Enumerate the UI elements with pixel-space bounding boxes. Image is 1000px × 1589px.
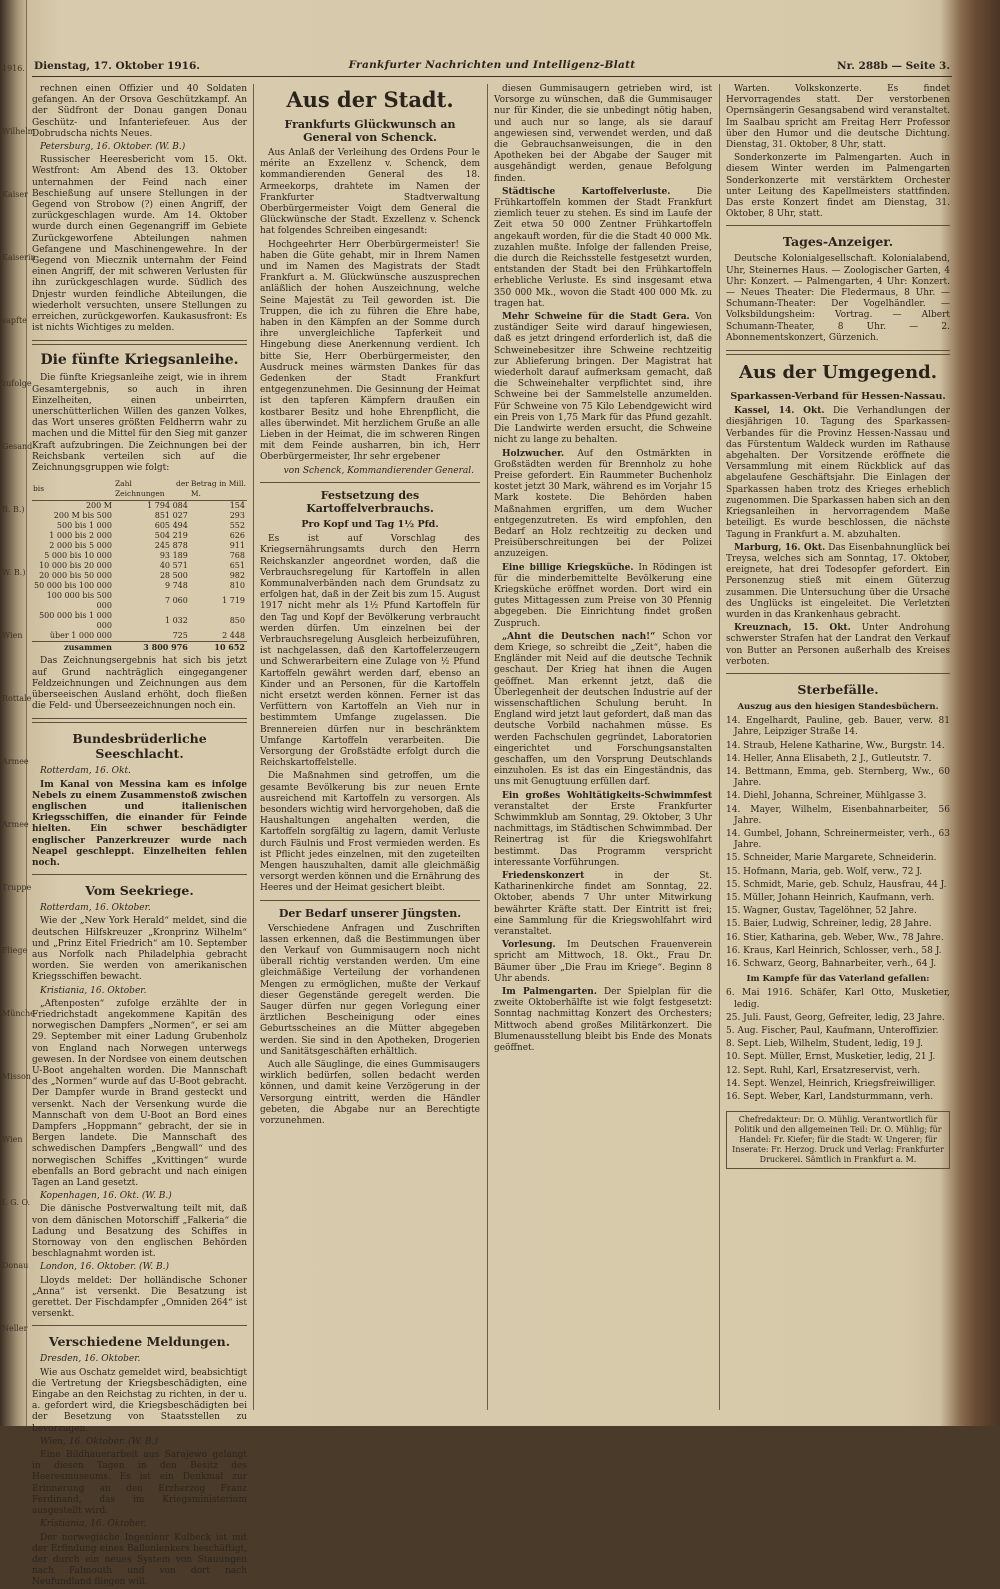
swim-title: Ein großes Wohltätigkeits-Schwimmfest [502, 790, 712, 801]
fallen-entry: 8. Sept. Lieb, Wilhelm, Student, ledig, 19 J. [726, 1039, 924, 1050]
loan-cell-count: 28 500 [159, 571, 188, 581]
region-article-3 [726, 623, 950, 668]
loan-cell-range: 5 000 bis 10 000 [44, 551, 112, 561]
prev-page-fragment: Neller [2, 1324, 28, 1333]
germans-article [494, 632, 712, 789]
loan-total-label: zusammen [32, 642, 114, 653]
loan-table-row [32, 581, 247, 591]
loan-th-count: Zahl der Zeichnungen [114, 478, 190, 501]
divider [260, 900, 480, 901]
loan-cell-range: 500 000 bis 1 000 000 [39, 611, 112, 631]
prev-page-fragment: Armee [2, 757, 29, 766]
wood-article [494, 449, 712, 561]
loan-cell-amount: 626 [229, 531, 245, 541]
congrats-intro: Aus Anlaß der Verleihung des Ordens Pour le mérite an Exzellenz v. Schenck, dem kommandierenden General des 18. Armeekorps, drahtete im Namen der Frankfurter Stadtverwaltung Oberbürgermeister Voigt dem General die Glückwünsche der Stadt. Exzellenz v. Schenck hat folgendes Schreiben eingesandt: [260, 148, 480, 237]
region-title: Aus der Umgegend. [739, 362, 937, 384]
loan-table-row [32, 521, 247, 531]
column-2 [260, 84, 480, 1410]
prev-page-fragment: Truppe [2, 883, 32, 892]
region-subtitle: Sparkassen-Verband für Hessen-Nassau. [730, 391, 946, 403]
prev-page-fragment: Misson [2, 1072, 31, 1081]
prev-page-fragment: Münche [2, 1009, 35, 1018]
kitchen-article [494, 563, 712, 630]
prev-page-fragment: I. G. O. [2, 1198, 31, 1207]
column-rule [487, 84, 488, 1410]
prev-page-fragment: Gesand [2, 442, 33, 451]
previous-page-edge [0, 0, 36, 1426]
divider [726, 350, 950, 355]
death-entry: 14. Engelhardt, Pauline, geb. Bauer, verw. 81 Jahre, Leipziger Straße 14. [726, 716, 950, 738]
death-entry: 16. Schwarz, Georg, Bahnarbeiter, verh., 64 J. [726, 959, 937, 969]
pigs-article [494, 312, 712, 446]
concert-text: in der St. Katharinenkirche findet am Sonntag, 22. Oktober, abends 7 Uhr unter Mitwirkung bewährter Kräfte statt. Der Eintritt ist frei; eine Sammlung für die Kriegswohlfahrt wird veranstaltet. [494, 871, 712, 938]
loan-cell-amount: 850 [229, 616, 245, 626]
divider [726, 225, 950, 226]
loan-cell-range: 200 M bis 500 [53, 511, 112, 521]
loan-cell-amount: 293 [229, 511, 245, 521]
death-entry: 15. Schmidt, Marie, geb. Schulz, Hausfrau, 44 J. [726, 879, 947, 890]
prev-page-fragment: W. B.) [2, 568, 26, 577]
loss-text: Die Frühkartoffeln kommen der Stadt Frankfurt ziemlich teuer zu stehen. Es sind im Laufe der Zeit etwa 50 000 Zentner Frühkartoffeln angekauft worden, für die die Stadt 40 000 Mk. zuzahlen mußte. Infolge der fallenden Preise, die durch die Reichsstelle festgesetzt wurden, entstanden der Stadt bei den Frühkartoffeln erhebliche Verluste. Es sind insgesamt etwa 350 000 Mk., wovon die Stadt 400 000 Mk. zu tragen hat. [494, 186, 712, 309]
loan-cell-count: 9 748 [164, 581, 188, 591]
fallen-entry: 14. Sept. Wenzel, Heinrich, Kriegsfreiwilliger. [726, 1078, 936, 1089]
concert-title: Friedenskonzert [502, 871, 585, 882]
death-entry: 14. Heller, Anna Elisabeth, 2 J., Gutleutstr. 7. [726, 753, 932, 764]
prev-page-fragment: 1916. [2, 64, 25, 73]
needs-continued: diesen Gummisaugern getrieben wird, ist Vorsorge zu wünschen, daß die Gummisauger nur für Kinder, die sie unbedingt nötig haben, und auch nur so lange, als sie darauf angewiesen sind, verwendet werden, und daß die Gebrauchsanweisungen, die in den Apotheken bei der Abgabe der Sauger mit ausgehändigt werden, genaue Befolgung finden. [494, 84, 712, 184]
fallen-list [726, 988, 950, 1103]
loan-th-amount: Betrag in Mill. M. [190, 478, 247, 501]
column-1 [32, 84, 247, 1588]
loan-cell-range: 10 000 bis 20 000 [39, 561, 112, 571]
newspaper-page [32, 50, 952, 1588]
potato-text-2: Die Maßnahmen sind getroffen, um die gesamte Bevölkerung bis zur neuen Ernte ausreichend mit Kartoffeln zu versorgen. Als besonders wichtig wird hervorgehoben, daß die Haushaltungen angehalten werden, die Kartoffeln sorgfältig zu lagern, damit Verluste durch Fäulnis und Frost vermieden werden. Es ist Pflicht jedes einzelnen, mit den zugeteilten Mengen hauszuhalten, damit alle gleichmäßig versorgt werden können und die Ernährung des Heeres und der Heimat gesichert bleibt. [260, 771, 480, 894]
misc-dateline-1: Dresden, 16. Oktober. [40, 1354, 141, 1365]
loan-cell-count: 504 219 [154, 531, 188, 541]
misc-text-1: Wie aus Oschatz gemeldet wird, beabsichtigt die Vertretung der Kriegsbeschädigten, eine Eingabe an den Reichstag zu richten, in der u. a. gefordert wird, die Kriegsbeschädigten bei der Besetzung von Staatsstellen zu bevorzugen. [32, 1367, 247, 1434]
page-header [32, 58, 952, 77]
loan-table-row [32, 531, 247, 541]
region-text-1: Die Verhandlungen der diesjährigen 10. Tagung des Sparkassen-Verbandes für die Provinz Hessen-Nassau und das Fürstentum Waldeck wurden im Rathause abgehalten. Der Vorsitzende eröffnete die Versammlung mit einem Rückblick auf das abgelaufene Geschäftsjahr. Die Einlagen der Sparkassen haben trotz des Krieges erheblich zugenommen. Die Sparkassen haben sich an den Kriegsanleihen in hervorragendem Maße beteiligt. Es wurde beschlossen, die nächste Tagung in Frankfurt a. M. abzuhalten. [726, 406, 950, 540]
sea-text-4: Lloyds meldet: Der holländische Schoner „Anna“ ist versenkt. Die Besatzung ist gerettet. Der Fischdampfer „Omniden 264“ ist versenkt. [32, 1275, 247, 1320]
death-entry: 15. Müller, Johann Heinrich, Kaufmann, verh. [726, 892, 935, 903]
naval-dateline: Rotterdam, 16. Okt. [40, 766, 131, 777]
wood-title: Holzwucher. [502, 448, 565, 459]
loan-outro: Das Zeichnungsergebnis hat sich bis jetzt auf Grund nachträglich eingegangener Feldzeichnungen und Zeichnungen aus dem überseeischen Ausland erhöht, doch fließen die Feld- und Überseezeichnungen noch ein. [32, 656, 247, 712]
fallen-entry: 6. Mai 1916. Schäfer, Karl Otto, Musketier, ledig. [726, 988, 950, 1010]
potato-subtitle: Pro Kopf und Tag 1½ Pfd. [301, 518, 439, 530]
tages-text: Deutsche Kolonialgesellschaft. Kolonialabend, Uhr, Steinernes Haus. — Zoologischer Garten, 4 Uhr: Konzert. — Palmengarten, 4 Uhr: Konzert. — Neues Theater: Die Fledermaus, 8 Uhr. — Schumann-Theater: Der Vogelhändler. — Volksbildungsheim: Vortrag. — Albert Schumann-Theater, 8 Uhr. — 2. Abonnementskonzert, Gürzenich. [726, 254, 950, 343]
fallen-entry: 12. Sept. Ruhl, Karl, Ersatzreservist, verh. [726, 1065, 921, 1076]
sea-dateline-1: Rotterdam, 16. Oktober. [40, 903, 151, 914]
loan-cell-amount: 982 [229, 571, 245, 581]
palm-title: Im Palmengarten. [502, 987, 597, 998]
congrats-letter: Hochgeehrter Herr Oberbürgermeister! Sie haben die Güte gehabt, mir in Ihrem Namen und im Namen des Magistrats der Stadt Frankfurt a. M. Glückwünsche auszusprechen anläßlich der hohen Auszeichnung, welche Seine Majestät zu Teil geworden ist. Die Truppen, die ich zu führen die Ehre habe, haben in den Kämpfen an der Somme durch ihre unvergleichliche Tapferkeit und Hingebung diese Anerkennung verdient. Ich bitte Sie, Herr Oberbürgermeister, den Ausdruck meines wärmsten Dankes für das Gedenken der Stadt Frankfurt entgegenzunehmen. Die Gesinnung der Heimat ist den tapferen Kämpfern draußen ein kostbarer Besitz und hohe Ehrenpflicht, die alles überwindet. Mit herzlichem Gruße an alle Lieben in der Heimat, die im schweren Ringen mit dem Feinde ausharren, bin ich, Herr Oberbürgermeister, Ihr sehr ergebener [260, 239, 480, 463]
naval-text: Im Kanal von Messina kam es infolge Nebels zu einem Zusammenstoß zwischen englischen und italienischen Kriegsschiffen, die einander für Feinde hielten. Ein schwer beschädigter englischer Panzerkreuzer wurde nach Neapel geschleppt. Einzelheiten fehlen noch. [32, 779, 247, 868]
column-4 [726, 84, 950, 1410]
prev-page-fragment: sapfte [2, 316, 27, 325]
loan-total-row [32, 642, 247, 653]
naval-title: Bundesbrüderliche Seeschlacht. [72, 731, 207, 762]
loan-table-row [32, 591, 247, 611]
deaths-list [726, 716, 950, 970]
loan-cell-count: 1 032 [164, 616, 188, 626]
kitchen-title: Eine billige Kriegsküche. [502, 562, 634, 573]
death-entry: 15. Hofmann, Maria, geb. Wolf, verw., 72 J. [726, 866, 923, 877]
death-entry: 15. Baier, Ludwig, Schreiner, ledig, 28 Jahre. [726, 919, 932, 930]
death-entry: 15. Wagner, Gustav, Tagelöhner, 52 Jahre. [726, 906, 917, 917]
sea-dateline-4: London, 16. Oktober. (W. B.) [40, 1262, 169, 1273]
prev-page-fragment: B. B.) [2, 505, 25, 514]
loan-cell-count: 851 027 [154, 511, 188, 521]
events-text-1: Warten. Volkskonzerte. Es findet Hervorragendes statt. Der verstorbenen Opernsängerin Gesangsabend wird veranstaltet. Im Saalbau spricht am Freitag Herr Professor über den Humor und die deutsche Dichtung. Dienstag, 31. Oktober, 8 Uhr, statt. [726, 84, 950, 151]
intro-text: rechnen einen Offizier und 40 Soldaten gefangen. An der Orsova Geschützkampf. An der Südfront der Donau gangen Donau Geschütz- und Infanteriefeuer. Aus der Dobrudscha nichts Neues. [32, 84, 247, 139]
loan-cell-amount: 2 448 [222, 631, 245, 641]
loan-cell-amount: 810 [229, 581, 245, 591]
misc-dateline-3: Kristiania, 16. Oktober. [40, 1519, 147, 1530]
fallen-entry: 25. Juli. Faust, Georg, Gefreiter, ledig, 23 Jahre. [726, 1012, 945, 1023]
prev-page-fragment: Kaiser [2, 190, 28, 199]
prev-page-fragment: Wien [2, 631, 23, 640]
loan-cell-amount: 1 719 [222, 596, 245, 606]
loan-table-row [32, 541, 247, 551]
header-date: Dienstag, 17. Oktober 1916. [34, 60, 200, 72]
misc-text-3: Der norwegische Ingenieur Kulbeck ist mit der Erfindung eines Ballonlenkers beschäftigt, der durch ein neues System von Stauungen nach Falmouth und von dort nach Neufundland fliegen will. [32, 1532, 247, 1588]
region-text-2: Das Eisenbahnunglück bei Treysa, welches sich am Sonntag, 17. Oktober, ereignete, hat drei Todesopfer gefordert. Ein Personenzug stieß mit einem Güterzug zusammen. Die Untersuchung über die Ursache des Unglücks ist eingeleitet. Die Verletzten wurden in das Krankenhaus gebracht. [726, 542, 950, 620]
loan-title: Die fünfte Kriegsanleihe. [40, 352, 239, 369]
lecture-title: Vorlesung. [502, 940, 556, 951]
prev-page-fragment: Kaiserin [2, 253, 36, 262]
prev-page-fragment: Rottale [2, 694, 32, 703]
imprint-box: Chefredakteur: Dr. O. Mühlig. Verantwortlich für Politik und den allgemeinen Teil: Dr. O. Mühlig; für Handel: Fr. Kiefer; für die Stadt: W. Ungerer; für Inserate: Fr. Herzog. Druck und Verlag: Frankfurter Druckerei. Sämtlich in Frankfurt a. M. [726, 1111, 950, 1169]
loan-cell-amount: 911 [229, 541, 245, 551]
pigs-title: Mehr Schweine für die Stadt Gera. [502, 312, 690, 323]
germans-text: Schon vor dem Kriege, so schreibt die „Zeit“, haben die Engländer mit Neid auf die deutsche Technik geschaut. Der Krieg hat ihnen die Augen geöffnet. Man erkennt jetzt, daß die Überlegenheit der deutschen Industrie auf der wissenschaftlichen Schulung beruht. In England wird jetzt laut gefordert, daß man das deutsche Vorbild nachahmen müsse. Es werden Fachschulen gegründet, Laboratorien eingerichtet und Forschungsanstalten geschaffen, um den Vorsprung Deutschlands einzuholen. Es ist das ein Eingeständnis, das uns mit Genugtuung erfüllen darf. [494, 631, 712, 788]
potato-text-1: Es ist auf Vorschlag des Kriegsernährungsamts durch den Herrn Reichskanzler angeordnet worden, daß die Verbrauchsregelung für Kartoffeln in allen Kommunalverbänden nach dem Grundsatz zu erfolgen hat, daß in der Zeit bis zum 15. August 1917 nicht mehr als 1½ Pfund Kartoffeln für den Tag und Kopf der Bevölkerung verbraucht werden dürfen. Um einzelnen bei der Verbrauchsregelung Ausgleich herbeizuführen, ist nachgelassen, daß den Kartoffelerzeugern und Schwerarbeitern eine Zulage von ½ Pfund Kartoffeln gewährt werden darf, ebenso an Kinder und an Personen, für die Kartoffeln nicht ersetzt werden können. Ferner ist das Verfüttern von Kartoffeln an Vieh nur in bestimmtem Umfange zugelassen. Die Brennereien dürfen nur in beschränktem Umfange Kartoffeln verarbeiten. Die Versorgung der Großstädte erfolgt durch die Reichskartoffelstelle. [260, 534, 480, 769]
loss-title: Städtische Kartoffelverluste. [502, 186, 671, 197]
death-entry: 16. Stier, Katharina, geb. Weber, Ww., 78 Jahre. [726, 932, 944, 943]
sea-text-2: „Aftenposten“ zufolge erzählte der in Friedrichstadt angekommene Kapitän des norwegischen Dampfers „Normen“, er sei am 29. September mit einer Ladung Grubenholz von England nach Norwegen unterwegs gewesen. In der Nordsee von einem deutschen U-Boot angehalten worden. Die Mannschaft des „Normen“ wurde auf das U-Boot gebracht. Der Dampfer wurde in Brand gesteckt und versenkt. Nach der Versenkung wurde die Mannschaft von dem U-Boot an Bord eines Dampfers „Hoppmann“ gebracht, der sie in Bergen landete. Die Mannschaft des schwedischen Dampfers „Bengwall“ und des norwegischen Schiffes „Kvittingen“ wurde ebenfalls an Bord gebracht und nach einigen Tagen an Land gesetzt. [32, 998, 247, 1189]
deaths-subtitle: Auszug aus den hiesigen Standesbüchern. [737, 701, 939, 712]
potato-title: Festsetzung des Kartoffelverbrauchs. [306, 488, 434, 515]
loan-cell-amount: 768 [229, 551, 245, 561]
loan-cell-range: 200 M [85, 501, 112, 511]
region-dateline-1: Kassel, 14. Okt. [734, 406, 825, 417]
needs-text-1: Verschiedene Anfragen und Zuschriften lassen erkennen, daß die Bestimmungen über den Verkauf von Gummisaugern noch nicht überall richtig verstanden werden. Um eine gleichmäßige Verteilung der vorhandenen Mengen zu ermöglichen, mußte der Verkauf dieser Gegenstände geregelt werden. Die Sauger dürfen nur gegen Vorlegung einer ärztlichen Bescheinigung oder eines Geburtsscheines an die Mütter abgegeben werden. Sie sind in den Apotheken, Drogerien und Sanitätsgeschäften erhältlich. [260, 923, 480, 1057]
death-entry: 15. Schneider, Marie Margarete, Schneiderin. [726, 853, 937, 864]
palm-article [494, 987, 712, 1054]
loan-table-row [32, 551, 247, 561]
lecture-article [494, 940, 712, 985]
loan-cell-count: 93 189 [159, 551, 188, 561]
russ-text: Russischer Heeresbericht vom 15. Okt. Westfront: Am Abend des 13. Oktober unternahmen der Feind nach einer Beschießung auf unsere Stellungen in der Gegend von Strobow (?) einen Angriff, der zurückgeschlagen wurde. Am 14. Oktober wurde durch einen Gegenangriff im Gebiete Zurückgeworfene Abteilungen nahmen Gefangene und Maschinengewehre. In der Gegend von Miecznik unternahm der Feind einen Angriff, der mit schweren Verlusten für ihn zurückgeschlagen wurde. Südlich des Dnjestr wurden feindliche Abteilungen, die wiederholt versuchten, unsere Stellungen zu erreichen, zurückgeworfen. Kaukasusfront: Es ist nichts Wichtiges zu melden. [32, 155, 247, 334]
death-entry: 14. Straub, Helene Katharine, Ww., Burgstr. 14. [726, 740, 945, 751]
germans-title: „Ahnt die Deutschen nach!“ [502, 631, 656, 642]
loan-cell-count: 40 571 [159, 561, 188, 571]
loan-table [32, 478, 247, 652]
loan-intro: Die fünfte Kriegsanleihe zeigt, wie in ihrem Gesamtergebnis, so auch in ihren Einzelheiten, einen unbeirrten, unerschütterlichen Willen des ganzen Volkes, das Wort unseres größten Feldherrn wahr zu machen und die Mittel für den Sieg mit ganzer Kraft aufzubringen. Die Zeichnungen bei der Reichsbank verteilen sich auf die Zeichnungsgruppen wie folgt: [32, 373, 247, 474]
region-article-2 [726, 543, 950, 621]
column-rule [719, 84, 720, 1410]
divider [32, 718, 247, 723]
fallen-entry: 10. Sept. Müller, Ernst, Musketier, ledig, 21 J. [726, 1052, 936, 1063]
loan-table-row [32, 511, 247, 521]
palm-text: Der Spielplan für die zweite Oktoberhälfte ist wie folgt festgesetzt: Sonntag nachmittag Konzert des Orchesters; Mittwoch abend großes Militärkonzert. Die Blumenausstellung bleibt bis Ende des Monats geöffnet. [494, 987, 712, 1054]
region-dateline-3: Kreuznach, 15. Okt. [734, 623, 851, 634]
column-rule [253, 84, 254, 1410]
loan-table-body [32, 501, 247, 642]
misc-text-2: Eine Bildhauerarbeit aus Sarajewo gelangt in diesen Tagen in den Besitz des Heeresmuseums. Es ist ein Denkmal zur Erinnerung an den Erzherzog Franz Ferdinand, das im Kriegsministerium ausgestellt wird. [32, 1450, 247, 1517]
divider [32, 874, 247, 875]
loan-table-row [32, 571, 247, 581]
loan-table-row [32, 631, 247, 642]
loan-cell-range: über 1 000 000 [49, 631, 112, 641]
loan-cell-count: 7 060 [164, 596, 188, 606]
misc-title: Verschiedene Meldungen. [48, 1334, 231, 1350]
prev-page-fragment: Fliege [2, 946, 28, 955]
sea-title: Vom Seekriege. [85, 883, 194, 899]
tages-title: Tages-Anzeiger. [782, 234, 894, 250]
loan-cell-count: 605 494 [154, 521, 188, 531]
death-entry: 14. Bettmann, Emma, geb. Sternberg, Ww., 60 Jahre. [726, 766, 950, 789]
loan-table-row [32, 501, 247, 512]
section-title-city: Aus der Stadt. [286, 87, 454, 112]
divider [32, 1325, 247, 1326]
death-entry: 16. Kraus, Karl Heinrich, Schlosser, verh., 58 J. [726, 945, 942, 956]
fallen-entry: 5. Aug. Fischer, Paul, Kaufmann, Unteroffizier. [726, 1026, 939, 1037]
fallen-title: Im Kampfe für das Vaterland gefallen: [746, 974, 930, 985]
death-entry: 14. Mayer, Wilhelm, Eisenbahnarbeiter, 56 Jahre. [726, 804, 950, 826]
wood-text: Auf den Ostmärkten in Großstädten werden für Brennholz zu hohe Preise gefordert. Ein Raummeter Buchenholz kostet jetzt 30 Mark, während es im Vorjahr 15 Mark kostete. Die Behörden haben Maßnahmen ergriffen, um dem Wucher entgegenzutreten. Es wird empfohlen, den Bedarf an Holz rechtzeitig zu decken und Preisüberschreitungen bei der Polizei anzuzeigen. [494, 448, 712, 560]
loss-article [494, 187, 712, 310]
swim-text: veranstaltet der Erste Frankfurter Schwimmklub am Sonntag, 29. Oktober, 3 Uhr nachmittags, im Städtischen Schwimmbad. Der Reinertrag ist für die Kriegswohlfahrt bestimmt. Das Programm verspricht interessante Vorführungen. [494, 801, 712, 868]
header-issue: Nr. 288b — Seite 3. [837, 60, 950, 72]
lecture-text: Im Deutschen Frauenverein spricht am Mittwoch, 18. Okt., Frau Dr. Bäumer über „Die Frau im Kriege“. Beginn 8 Uhr abends. [494, 940, 712, 984]
loan-table-row [32, 611, 247, 631]
congrats-title: Frankfurts Glückwunsch an General von Schenck. [284, 118, 456, 144]
loan-cell-range: 50 000 bis 100 000 [34, 581, 112, 591]
column-3 [494, 84, 712, 1410]
loan-cell-range: 100 000 bis 500 000 [46, 591, 112, 611]
fallen-entry: 16. Sept. Weber, Karl, Landsturmmann, verh. [726, 1092, 934, 1103]
loan-th-range: bis [32, 478, 114, 501]
sea-dateline-3: Kopenhagen, 16. Okt. (W. B.) [40, 1191, 172, 1202]
prev-page-fragment: zufolge [2, 379, 32, 388]
kitchen-text: In Rödingen ist für die minderbemittelte Bevölkerung eine Kriegsküche eröffnet worden. Dort wird ein gutes Mittagessen zum Preise von 30 Pfennig abgegeben. Die Einrichtung findet großen Zuspruch. [494, 562, 712, 629]
loan-cell-count: 245 878 [154, 541, 188, 551]
region-article-1 [726, 406, 950, 540]
region-text-3: Unter Androhung schwerster Strafen hat der Landrat den Verkauf von Butter an Personen außerhalb des Kreises verboten. [726, 623, 950, 667]
loan-cell-count: 725 [172, 631, 188, 641]
loan-total-count: 3 800 976 [114, 642, 190, 653]
prev-page-fragment: Wien [2, 1135, 23, 1144]
deaths-title: Sterbefälle. [797, 681, 879, 697]
events-text-2: Sonderkonzerte im Palmengarten. Auch in diesem Winter werden im Palmengarten Sonderkonzerte mit verstärktem Orchester unter Leitung des Kapellmeisters stattfinden. Das erste Konzert findet am Dienstag, 31. Oktober, 8 Uhr, statt. [726, 153, 950, 220]
swim-article [494, 791, 712, 869]
sea-text-1: Wie der „New York Herald“ meldet, sind die deutschen Hilfskreuzer „Kronprinz Wilhelm“ und „Prinz Eitel Friedrich“ am 10. September aus Norfolk nach Philadelphia gebracht worden. Sie werden von amerikanischen Kriegsschiffen bewacht. [32, 916, 247, 983]
sea-text-3: Die dänische Postverwaltung teilt mit, daß von dem dänischen Motorschiff „Falkeria“ die Ladung und Besatzung des Schiffes in Stornoway von den englischen Behörden beschlagnahmt worden ist. [32, 1204, 247, 1260]
loan-cell-range: 2 000 bis 5 000 [49, 541, 112, 551]
loan-cell-count: 1 794 084 [147, 501, 188, 511]
misc-dateline-2: Wien, 16. Oktober. (W. B.) [40, 1436, 158, 1447]
divider [260, 482, 480, 483]
loan-cell-range: 1 000 bis 2 000 [49, 531, 112, 541]
prev-page-fragment: Armee [2, 820, 29, 829]
prev-page-fragment: Donau [2, 1261, 29, 1270]
divider [32, 340, 247, 345]
loan-cell-amount: 651 [229, 561, 245, 571]
pigs-text: Von zuständiger Seite wird darauf hingewiesen, daß es jetzt dringend erforderlich ist, daß die Schweinebesitzer ihre Schweine rechtzeitig zur Ablieferung bringen. Der Magistrat hat wiederholt darauf aufmerksam gemacht, daß die Schweinehalter verpflichtet sind, ihre Schweine bei der Sammelstelle anzumelden. Für Schweine von 75 Kilo Lebendgewicht wird ein Preis von 1,75 Mark für das Pfund gezahlt. Die Landwirte werden ersucht, die Schweine nicht zu lange zu behalten. [494, 312, 712, 446]
concert-article [494, 871, 712, 938]
region-dateline-2: Marburg, 16. Okt. [734, 542, 826, 553]
sea-dateline-2: Kristiania, 16. Oktober. [40, 985, 147, 996]
needs-title: Der Bedarf unserer Jüngsten. [278, 906, 462, 920]
loan-cell-amount: 552 [229, 521, 245, 531]
death-entry: 14. Gumbel, Johann, Schreinermeister, verh., 63 Jahre. [726, 828, 950, 851]
russ-dateline: Petersburg, 16. Oktober. (W. B.) [40, 142, 186, 153]
loan-table-row [32, 561, 247, 571]
loan-cell-range: 20 000 bis 50 000 [39, 571, 112, 581]
needs-text-2: Auch alle Säuglinge, die eines Gummisaugers wirklich bedürfen, sollen bedacht werden können, und damit keine Verzögerung in der Versorgung eintritt, werden die Händler gebeten, die Abgabe nur an Berechtigte vorzunehmen. [260, 1060, 480, 1127]
header-masthead: Frankfurter Nachrichten und Intelligenz-Blatt [348, 59, 636, 71]
prev-page-fragment: Wilhelm [2, 127, 36, 136]
death-entry: 14. Diehl, Johanna, Schreiner, Mühlgasse 3. [726, 791, 927, 802]
loan-cell-range: 500 bis 1 000 [56, 521, 112, 531]
divider [726, 673, 950, 674]
loan-total-amount: 10 652 [190, 642, 247, 653]
loan-cell-amount: 154 [229, 501, 245, 511]
congrats-signature: von Schenck, Kommandierender General. [283, 465, 474, 476]
